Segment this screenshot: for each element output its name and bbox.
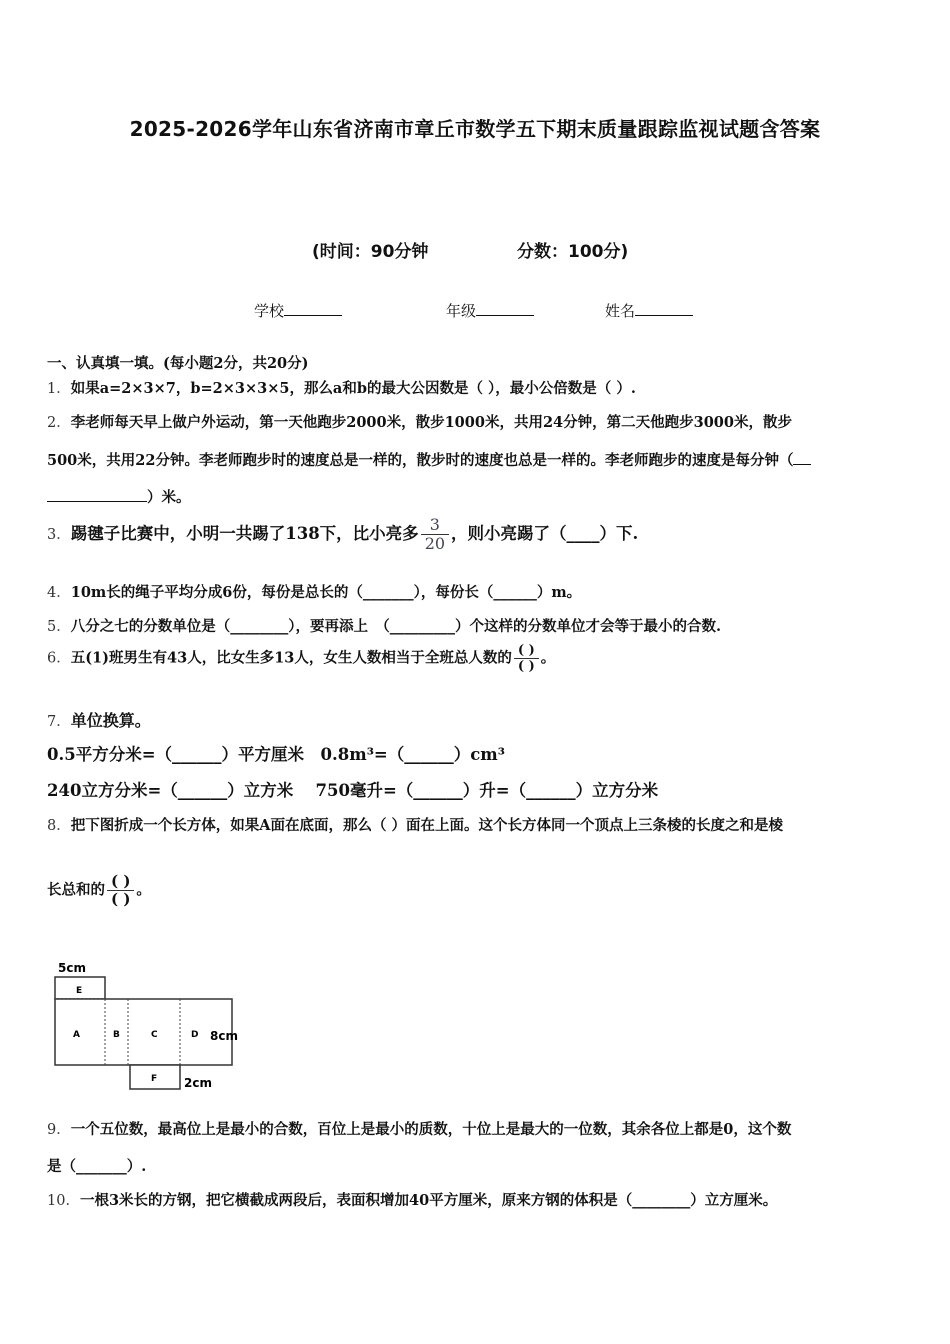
faces-strip [55,999,232,1065]
question-number: 8． [47,818,71,834]
question-1 [47,377,636,398]
question-2-line-3: ）米。 [47,486,191,507]
label-2cm: 2cm [184,1076,212,1090]
question-number: 1． [47,381,71,397]
question-7-line-1: 0.5平方分米=（______）平方厘米 0.8m³=（______）cm³ [47,745,505,764]
question-9-line-2: 是（_______）. [47,1158,147,1175]
question-3: 3．踢毽子比赛中，小明一共踢了138下，比小亮多 $\frac{3}{20}$ ，则小亮踢了（____）下. [47,515,639,553]
question-number: 4． [47,585,71,601]
question-number: 2． [47,415,71,431]
label-8cm: 8cm [210,1029,238,1043]
face-label-f: F [151,1074,158,1084]
school-label: 学校 [254,302,285,320]
face-label-d: D [191,1030,199,1040]
question-number: 10． [47,1193,80,1209]
fraction: $\frac{( )}{( )}$ [107,873,134,908]
page-title: 2025-2026学年山东省济南市章丘市数学五下期末质量跟踪监视试题含答案 [129,117,821,141]
face-label-c: C [151,1030,158,1040]
name-label: 姓名 [605,302,636,320]
face-label-e: E [76,986,83,996]
cuboid-net-diagram [50,955,260,1095]
question-10: 10．一根3米长的方钢，把它横截成两段后，表面积增加40平方厘米，原来方钢的体积是（________）立方厘米。 [47,1192,778,1209]
question-6: 6．五(1)班男生有43人，比女生多13人，女生人数相当于全班总人数的 $\frac{( )}{( )}$ 。 [47,643,556,674]
question-2-line-1 [47,411,792,432]
question-number: 6． [47,650,71,667]
section-heading: 一、认真填一填。(每小题2分，共20分) [47,355,309,372]
name-field [605,300,693,321]
question-number: 3． [47,527,71,543]
question-text: 如果a=2×3×7，b=2×3×3×5，那么a和b的最大公因数是（ ），最小公倍数是（ ）. [70,380,636,397]
grade-field [446,300,534,321]
question-7: 7．单位换算。 [47,711,151,730]
face-label-b: B [113,1030,120,1040]
school-field [254,300,342,321]
question-8-line-2: 长总和的 $\frac{( )}{( )}$ 。 [47,872,151,908]
label-5cm: 5cm [58,961,86,975]
question-7-line-2: 240立方分米=（______）立方米 750毫升=（______）升=（______）立方分米 [47,781,659,800]
question-5: 5．八分之七的分数单位是（________），要再添上 （_________）个这样的分数单位才会等于最小的合数. [47,618,722,635]
fraction: $\frac{( )}{( )}$ [514,643,539,674]
question-9-line-1: 9．一个五位数，最高位上是最小的合数，百位上是最小的质数，十位上是最大的一位数，其余各位上都是0，这个数 [47,1121,792,1138]
question-4: 4．10m长的绳子平均分成6份，每份是总长的（_______），每份长（______）m。 [47,584,582,601]
question-number: 5． [47,619,71,635]
exam-time: (时间：90分钟 [312,242,429,262]
question-number: 9． [47,1122,71,1138]
question-number: 7． [47,714,71,730]
grade-label: 年级 [446,302,477,320]
fraction: $\frac{3}{20}$ [421,516,449,553]
question-text: 李老师每天早上做户外运动，第一天他跑步2000米，散步1000米，共用24分钟，第二天他跑步3000米，散步 [70,414,792,431]
face-label-a: A [73,1030,80,1040]
question-2-line-2: 500米，共用22分钟。李老师跑步时的速度总是一样的，散步时的速度也总是一样的。李老师跑步的速度是每分钟（ [47,449,811,470]
question-8-line-1: 8．把下图折成一个长方体，如果A面在底面，那么（ ）面在上面。这个长方体同一个顶点上三条棱的长度之和是棱 [47,817,784,834]
exam-score: 分数：100分) [517,242,629,262]
